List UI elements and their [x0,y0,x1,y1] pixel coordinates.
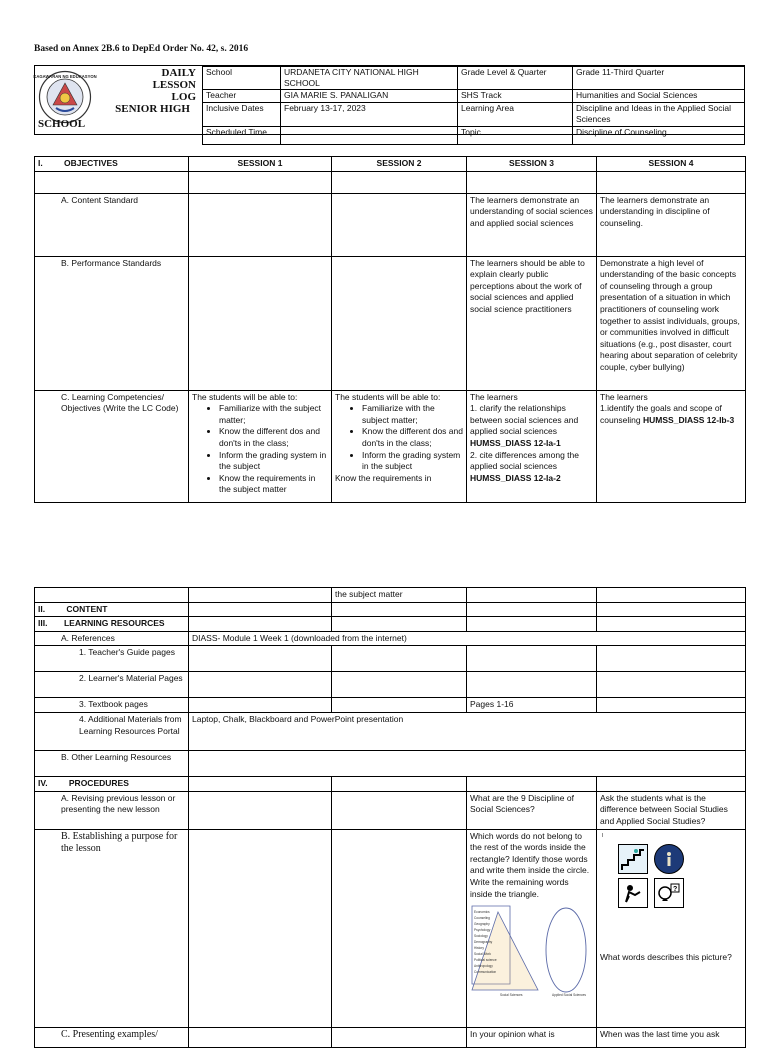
procedure-a-label: A. Revising previous lesson or presenting the new lesson [35,791,189,829]
header-title-lesson: LESSON [152,79,196,91]
content-standard-s4: The learners demonstrate an understanding in discipline of counseling. [597,193,746,256]
additional-materials-label: 4. Additional Materials from Learning Resources Portal [35,712,189,750]
venn-word: History [474,946,484,951]
header-title-block [35,66,202,134]
procedures-label: PROCEDURES [68,777,129,788]
school-value: URDANETA CITY NATIONAL HIGH SCHOOL [281,67,458,90]
content-heading [35,602,189,617]
deped-seal-icon [33,70,97,124]
competencies-s2-intro: The students will be able to: [335,391,441,402]
competencies-s3-intro: The learners [470,391,518,402]
venn-word: Anthropology [474,964,493,969]
dates-label: Inclusive Dates [203,103,281,127]
list-item: • Familiarize with the subject matter; [362,403,463,426]
additional-materials-value: Laptop, Chalk, Blackboard and PowerPoint presentation [189,712,746,750]
procedure-a-row [35,791,746,829]
resources-numeral: III. [38,618,48,629]
track-value: Humanities and Social Sciences [573,90,745,103]
lesson-log-header [34,65,745,135]
continuation-row [35,588,746,603]
topic-label: Topic [458,127,573,145]
learning-area-value: Discipline and Ideas in the Applied Social Sciences [573,103,745,127]
session-4-header: SESSION 4 [597,157,746,172]
competencies-s4-code: HUMSS_DIASS 12-Ib-3 [643,414,735,425]
venn-caption-right: Applied Social Sciences [552,993,587,998]
continuation-text: the subject matter [332,588,467,603]
references-row [35,631,746,646]
learners-material-row [35,672,746,698]
competencies-label: C. Learning Competencies/ Objectives (Write the LC Code) [35,390,189,502]
procedure-b-s4-mark: I [602,832,604,839]
annex-reference: Based on Annex 2B.6 to DepEd Order No. 42, s. 2016 [34,44,249,54]
performance-standards-row [35,256,746,390]
competencies-s1-intro: The students will be able to: [192,391,298,402]
header-title-school: SCHOOL [38,118,86,130]
teacher-value: GIA MARIE S. PANALIGAN [281,90,458,103]
teachers-guide-label: 1. Teacher's Guide pages [35,646,189,672]
venn-caption-left: Social Sciences [500,993,523,998]
venn-word: Sociology [474,934,488,939]
competencies-s3-code2: HUMSS_DIASS 12-Ia-2 [470,472,561,483]
competencies-s2-tail: Know the requirements in [335,472,432,483]
list-item: • Know the requirements in the subject matter [219,473,328,496]
teacher-label: Teacher [203,90,281,103]
session-1-header: SESSION 1 [189,157,332,172]
session-2-header: SESSION 2 [332,157,467,172]
header-title-daily: DAILY [161,67,196,79]
procedure-b-s4 [597,829,746,1027]
procedures-numeral: IV. [38,777,48,788]
resources-procedures-table [34,587,746,1048]
procedure-b-s3-text: Which words do not belong to the rest of the words inside the rectangle? Identify those words and write them inside the circle. Write the remaining words inside the triangle. [470,830,590,899]
list-item: • Know the different dos and don'ts in the class; [362,426,463,449]
procedure-b-row [35,829,746,1027]
procedure-a-s3: What are the 9 Discipline of Social Sciences? [467,791,597,829]
header-row [203,127,745,145]
header-title-senior-high: SENIOR HIGH [115,103,190,115]
resources-row [35,617,746,632]
content-standard-label: A. Content Standard [35,193,189,256]
dates-value: February 13-17, 2023 [281,103,458,127]
scheduled-time-label: Scheduled Time [203,127,281,145]
performance-standards-s4: Demonstrate a high level of understanding of the basic concepts of counseling through a group presentation of a situation in which practitioners of counseling work together to assist individuals, groups, or communities involved in difficult situations (e.g., post disaster, court hearing about separation of celebrity couple, cyber bullying) [597,256,746,390]
competencies-s2 [332,390,467,502]
competencies-s4-intro: The learners [600,391,648,402]
resources-label: LEARNING RESOURCES [63,618,165,629]
references-value: DIASS- Module 1 Week 1 (downloaded from the internet) [189,631,746,646]
objectives-header-row [35,157,746,172]
textbook-label: 3. Textbook pages [35,698,189,713]
blank-row [35,171,746,193]
competencies-s4-item: 1.identify the goals and scope of counseling [600,403,722,425]
content-standard-s3: The learners demonstrate an understanding of social sciences and applied social sciences [467,193,597,256]
objectives-numeral: I. [38,158,43,168]
grade-level-label: Grade Level & Quarter [458,67,573,90]
procedure-c-label: C. Presenting examples/ [35,1027,189,1047]
objectives-heading [35,157,189,172]
procedures-heading [35,776,189,791]
venn-word: Counseling [474,916,490,921]
performance-standards-label: B. Performance Standards [35,256,189,390]
grade-level-value: Grade 11-Third Quarter [573,67,745,90]
competencies-s1 [189,390,332,502]
header-title-log: LOG [171,91,196,103]
objectives-label: OBJECTIVES [64,158,118,168]
track-label: SHS Track [458,90,573,103]
person-reading-icon [618,878,648,908]
list-item: • Familiarize with the subject matter; [219,403,328,426]
list-item: • Inform the grading system in the subject [362,450,463,473]
textbook-row [35,698,746,713]
other-resources-row [35,750,746,776]
procedure-b-label: B. Establishing a purpose for the lesson [35,829,189,1027]
textbook-s3: Pages 1-16 [467,698,597,713]
list-item: • Know the different dos and don'ts in the class; [219,426,328,449]
performance-standards-s3: The learners should be able to explain clearly public perceptions about the work of social sciences and applied social science practitioners [467,256,597,390]
venn-shapes-figure [470,904,590,998]
venn-word: Demography [474,940,493,945]
references-label: A. References [35,631,189,646]
venn-word: Geography [474,922,490,927]
venn-word: Economics [474,910,490,915]
pictogram-grid [618,844,742,908]
topic-value: Discipline of Counseling [573,127,745,145]
header-info-table [202,66,745,145]
competencies-s3 [467,390,597,502]
procedures-row [35,776,746,791]
header-row [203,103,745,127]
seal-text: KAGAWARAN NG EDUKASYON [33,74,97,79]
venn-word: Social Work [474,952,491,957]
learning-area-label: Learning Area [458,103,573,127]
person-question-icon [654,878,684,908]
teachers-guide-row [35,646,746,672]
content-numeral: II. [38,603,46,614]
content-row [35,602,746,617]
objectives-table [34,156,746,503]
procedure-c-s3: In your opinion what is [467,1027,597,1047]
procedure-c-row [35,1027,746,1047]
header-row [203,90,745,103]
resources-heading [35,617,189,632]
scheduled-time-value [281,127,458,145]
venn-word: Psychology [474,928,491,933]
venn-word: Political science [474,958,497,963]
content-label: CONTENT [66,603,108,614]
circle-shape [546,908,586,992]
procedure-b-s3 [467,829,597,1027]
header-row [203,67,745,90]
competencies-s3-code1: HUMSS_DIASS 12-Ia-1 [470,437,561,448]
school-label: School [203,67,281,90]
venn-word: Communication [474,970,497,975]
svg-text:?: ? [673,886,678,894]
competencies-s3-item1: 1. clarify the relationships between social sciences and applied social sciences [470,403,579,437]
info-circle-icon [654,844,684,874]
competencies-s4 [597,390,746,502]
other-resources-label: B. Other Learning Resources [35,750,189,776]
stairs-person-icon [618,844,648,874]
session-3-header: SESSION 3 [467,157,597,172]
procedure-c-s4: When was the last time you ask [597,1027,746,1047]
procedure-b-s4-text: What words describes this picture? [600,952,732,963]
competencies-s3-item2: 2. cite differences among the applied social sciences [470,449,579,472]
learners-material-label: 2. Learner's Material Pages [35,672,189,698]
procedure-a-s4: Ask the students what is the difference between Social Studies and Applied Social Studies? [597,791,746,829]
competencies-row [35,390,746,502]
additional-materials-row [35,712,746,750]
list-item: • Inform the grading system in the subject [219,450,328,473]
content-standard-row [35,193,746,256]
